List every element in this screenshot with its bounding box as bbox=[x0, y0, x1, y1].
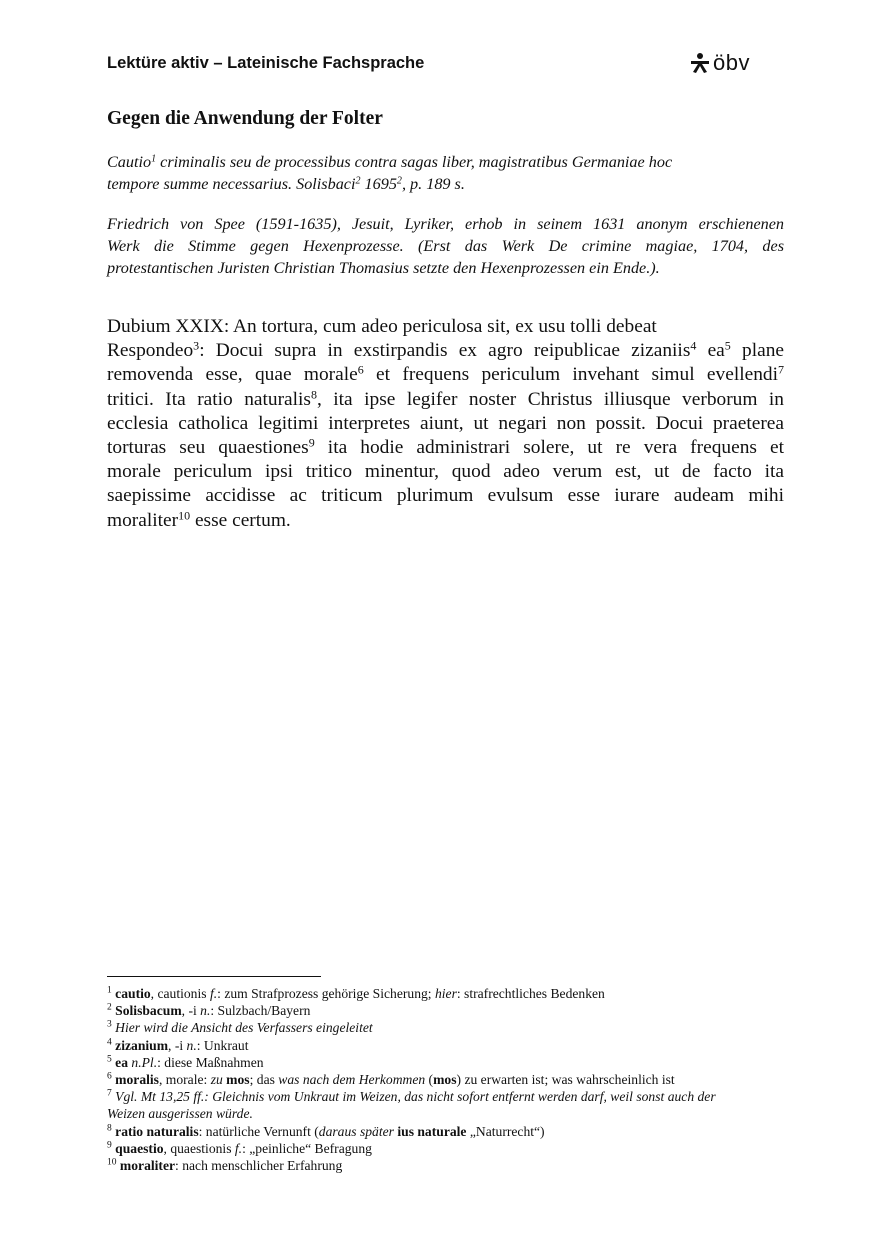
footnote-4: $^4$ zizanium, -i n.: Unkraut bbox=[107, 1036, 249, 1053]
footnote-5: $^5$ ea n.Pl.: diese Maßnahmen bbox=[107, 1054, 264, 1070]
footnote-2: $^2$ Solisbacum, -i n.: Sulzbach/Bayern bbox=[107, 1002, 311, 1019]
page-title: Gegen die Anwendung der Folter bbox=[107, 108, 383, 129]
footnote-10: $^{10}$ moraliter: nach menschlicher Erfahrung bbox=[107, 1157, 343, 1174]
obv-star-icon bbox=[690, 53, 710, 73]
footnote-7: $^7$ Vgl. Mt 13,25 ff.: Gleichnis vom Unkraut im Weizen, das nicht sofort entfernt werden darf, weil sonst auch der Weizen ausgerissen würde. bbox=[107, 1088, 716, 1122]
footnote-3: $^3$ Hier wird die Ansicht des Verfassers eingeleitet bbox=[107, 1019, 373, 1036]
intro-author: Friedrich von Spee (1591-1635), Jesuit, Lyriker, erhob in seinem 1631 anonym erschienenen Werk die Stimme gegen Hexenprozesse. (Erst das Werk De crimine magiae, 1704, des protestantischen Juristen Christian Thomasius setzte den Hexenprozessen ein Ende.). bbox=[107, 215, 784, 277]
obv-logo-text: öbv bbox=[713, 50, 750, 75]
footnote-9: $^9$ quaestio, quaestionis f.: „peinliche“ Befragung bbox=[107, 1140, 372, 1156]
footnote-8: $^8$ ratio naturalis: natürliche Vernunft (daraus später ius naturale „Naturrecht“) bbox=[107, 1122, 545, 1139]
footnote-ref: 1 bbox=[151, 153, 157, 165]
footnote-divider bbox=[107, 976, 321, 977]
footnote-6: $^6$ moralis, morale: zu mos; das was nach dem Herkommen (mos) zu erwarten ist; was wahrscheinlich ist bbox=[107, 1071, 675, 1088]
intro-source: Cautio$^1$ criminalis seu de processibus contra sagas liber, magistratibus Germaniae hoc tempore summe necessarius. Solisbaci$^2$ 1695$^2$, p. 189 s. bbox=[107, 153, 673, 193]
header-title: Lektüre aktiv – Lateinische Fachsprache bbox=[107, 54, 425, 72]
footnote-ref: 2 bbox=[396, 175, 402, 187]
latin-text: Dubium XXIX: An tortura, cum adeo periculosa sit, ex usu tolli debeat Respondeo$^3$: Docui supra in exstirpandis ex agro reipublicae zizaniis$^4$ $ea^5$ plane removenda esse, quae morale$^6$ et frequens periculum invehant simul evellendi$^7$ tritici. Ita ratio naturalis$^8$, ita ipse legifer noster Christus illiusque verborum in ecclesia catholica legitimi interpretes aiunt, ut negari non possit. Docui praeterea torturas seu quaestiones$^9$ ita hodie administrari solere, ut re vera frequens et morale periculum ipsi tritico minentur, quod adeo verum est, ut de facto ita saepissime accidisse ac triticum plurimum evulsum esse iurare audeam mihi moraliter$^{10}$ esse certum. bbox=[107, 316, 785, 531]
obv-logo bbox=[690, 52, 750, 74]
footnote-ref: 2 bbox=[355, 175, 361, 187]
footnotes bbox=[107, 985, 787, 1174]
footnote-1: $^1$ cautio, cautionis f.: zum Strafprozess gehörige Sicherung; hier: strafrechtliches Bedenken bbox=[107, 985, 605, 1001]
